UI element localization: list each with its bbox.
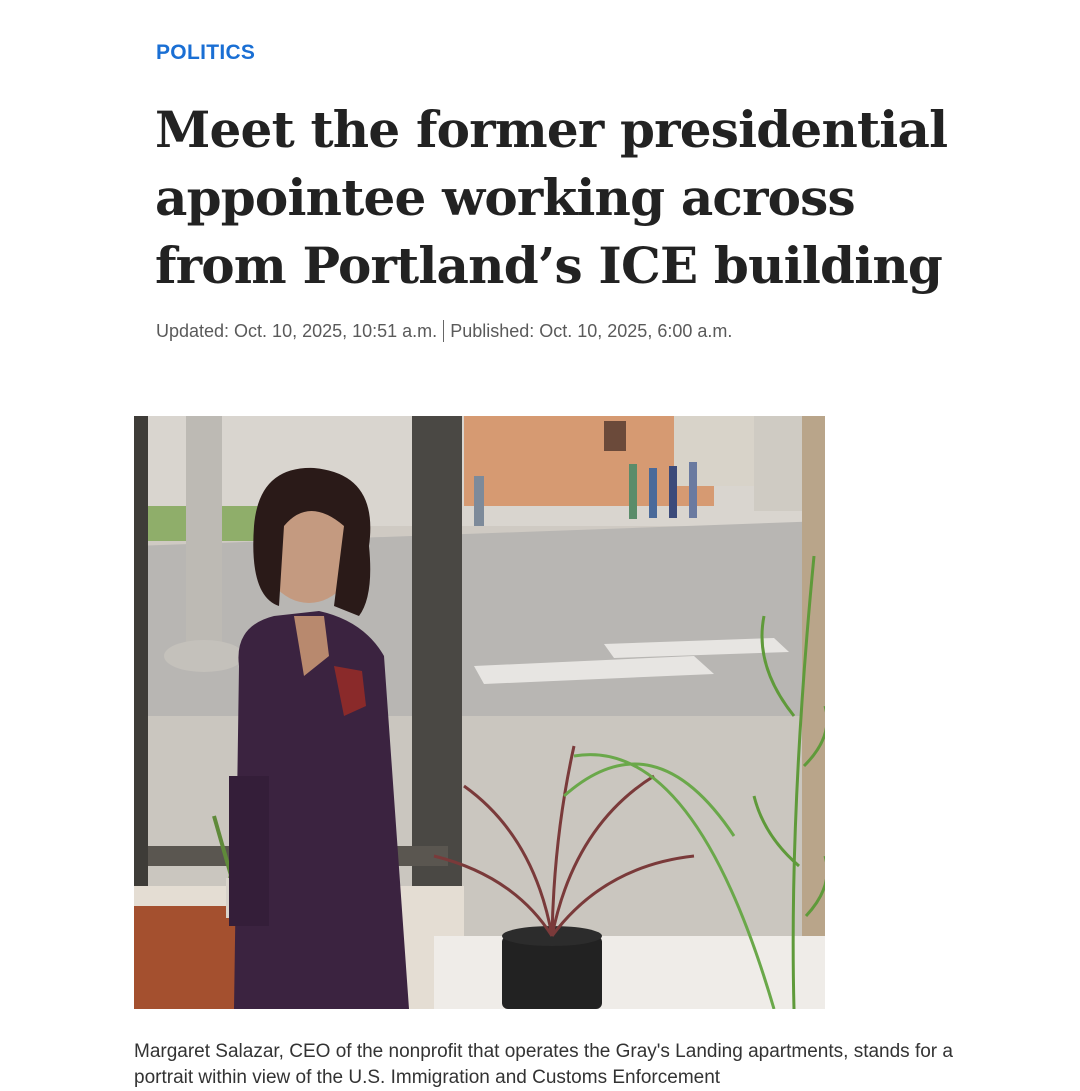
dateline-divider xyxy=(443,320,444,342)
section-link-politics[interactable]: POLITICS xyxy=(156,41,256,64)
updated-timestamp: Updated: Oct. 10, 2025, 10:51 a.m. xyxy=(156,321,438,341)
article-dateline xyxy=(156,320,732,342)
article-headline: Meet the former presidential appointee working across from Portland’s ICE building xyxy=(155,100,948,295)
photo-caption: Margaret Salazar, CEO of the nonprofit that operates the Gray's Landing apartments, stands for a portrait within view of the U.S. Immigration and Customs Enforcement xyxy=(134,1041,953,1088)
published-timestamp: Published: Oct. 10, 2025, 6:00 a.m. xyxy=(450,321,733,341)
article-photo[interactable] xyxy=(134,416,825,1009)
